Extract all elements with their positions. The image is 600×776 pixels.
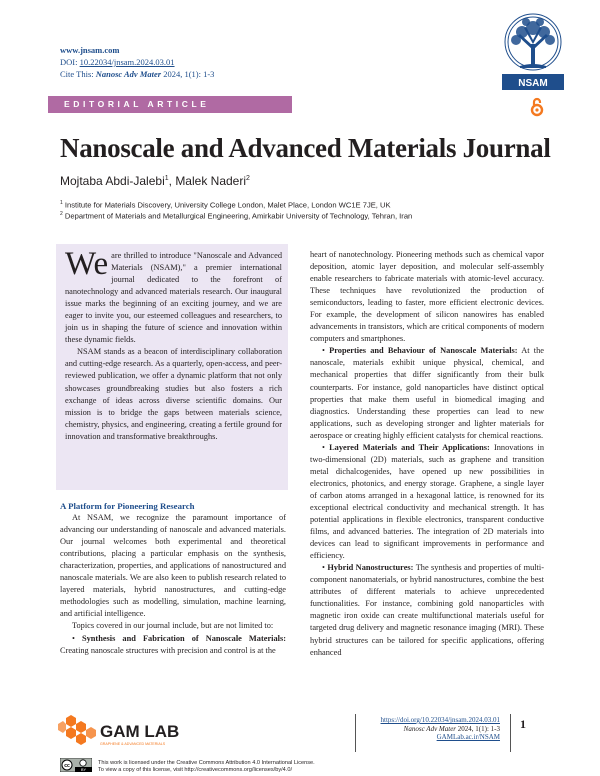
open-access-icon: [530, 97, 544, 117]
cc-label: cc: [64, 763, 70, 769]
footer-journal-rest: 2024, 1(1): 1-3: [456, 724, 500, 733]
bullet-heading: Layered Materials and Their Applications:: [329, 442, 490, 452]
journal-site-link[interactable]: www.jnsam.com: [60, 45, 120, 55]
author-name[interactable]: Malek Naderi: [175, 174, 247, 188]
bullet-item: • Layered Materials and Their Applications: Innovations in two-dimensional (2D) materials, such as graphene and transition metal dichalcogenides, have opened up new possibilities in electronics, photonics, and energy storage. Graphene, a single layer of carbon atoms arranged in a hexagonal lattice, is renowned for its exceptional electrical conductivity and mechanical strength. It has potential applications in flexible electronics, transparent conductive films, and advanced batteries. The integration of 2D materials into devices can lead to significant improvements in performance and efficiency.: [310, 442, 545, 561]
bullet-heading: Properties and Behaviour of Nanoscale Materials:: [329, 346, 518, 356]
cite-label: Cite This:: [60, 69, 94, 79]
article-title: Nanoscale and Advanced Materials Journal: [60, 133, 551, 163]
body-paragraph: Topics covered in our journal include, but are not limited to:: [72, 621, 274, 631]
bullet-text: The synthesis and properties of multi-component nanomaterials, or hybrid nanostructures, combine the best attributes of different materials to achieve unprecedented functionalities. For instance, combining gold nanoparticles with magnetic iron oxide can create multifunctional materials useful for targeted drug delivery and magnetic resonance imaging (MRI). These hybrid structures can be tailored for specific applications, offering enhanced: [310, 563, 544, 657]
bullet-item: • Synthesis and Fabrication of Nanoscale Materials: Creating nanoscale structures with precision and control is at the: [60, 633, 286, 655]
affiliation-text: Department of Materials and Metallurgical Engineering, Amirkabir University of Technology, Tehran, Iran: [62, 211, 413, 221]
license-line: This work is licensed under the Creative Commons Attribution 4.0 International License.: [98, 760, 315, 766]
nsam-tree-logo: [498, 6, 568, 96]
intro-paragraph: NSAM stands as a beacon of interdisciplinary collaboration and cutting-edge research. As a quarterly, open-access, and peer-reviewed publication, we offer a dynamic platform that not only showcases groundbreaking studies but also fosters a rich exchange of ideas across diverse scientific domains. Our mission is to bridge the gaps between materials science, chemistry, physics, and engineering, creating a fertile ground for innovation and transformative breakthroughs.: [65, 347, 282, 441]
doi-line: [60, 56, 214, 68]
doi-label: DOI:: [60, 57, 78, 67]
footer-citation: [360, 716, 500, 742]
author-affil-mark: 1: [164, 175, 169, 182]
affiliation-mark: 1: [60, 200, 63, 206]
cite-journal: Nanosc Adv Mater: [95, 69, 162, 79]
publisher-subtitle: GRAPHENE & ADVANCED MATERIALS: [100, 742, 166, 746]
license-text: [98, 760, 315, 774]
article-type-label: EDITORIAL ARTICLE: [64, 99, 210, 109]
intro-text: are thrilled to introduce "Nanoscale and Advanced Materials (NSAM)," a premier international journal dedicated to the forefront of nanotechnology and advanced materials research. Our inaugural issue marks the beginning of an exciting journey, and we are eager to invite you, our esteemed colleagues and researchers, to join us in shaping the future of science and innovation within these dynamic fields.: [65, 251, 282, 345]
section-heading: A Platform for Pioneering Research: [60, 501, 195, 511]
bullet-heading: Synthesis and Fabrication of Nanoscale Materials:: [81, 633, 286, 643]
footer-divider: [355, 714, 356, 752]
bullet-heading: Hybrid Nanostructures:: [327, 563, 414, 573]
cite-line: [60, 68, 214, 80]
publisher-name: GAM LAB: [100, 722, 180, 741]
footer-doi-link[interactable]: https://doi.org/10.22034/jnsam.2024.03.01: [380, 716, 500, 724]
right-column: [310, 249, 544, 659]
logo-text: NSAM: [518, 78, 548, 89]
bullet-text: Creating nanoscale structures with precision and control is at the: [60, 645, 276, 655]
author-affil-mark: 2: [246, 175, 250, 182]
intro-paragraph: [65, 246, 282, 346]
affiliation: [60, 200, 391, 210]
footer-journal: [360, 725, 500, 734]
by-label: BY: [80, 768, 87, 772]
cc-by-license-icon[interactable]: [60, 758, 92, 772]
author-name[interactable]: Mojtaba Abdi-Jalebi: [60, 174, 165, 188]
footer-journal-name: Nanosc Adv Mater: [403, 724, 457, 733]
author-separator: ,: [168, 174, 176, 188]
body-paragraph: At NSAM, we recognize the paramount importance of advancing our understanding of nanoscale and advanced materials. Our journal welcomes both experimental and theoretical contributions, placing a particular emphasis on the synthesis, characterization, properties, and applications of nanostructured and nanoscale materials. We are also keen to publish research related to layered materials, hybrid nanostructures, and cutting-edge methodologies such as modelling, simulation, machine learning, and artificial intelligence.: [60, 513, 286, 619]
gam-lab-logo: [58, 710, 208, 750]
cite-rest: 2024, 1(1): 1-3: [163, 69, 215, 79]
affiliation-text: Institute for Materials Discovery, University College London, Malet Place, London WC1E 7JE, UK: [62, 200, 391, 210]
bullet-text: At the nanoscale, materials exhibit unique physical, chemical, and mechanical properties that differ significantly from their bulk counterparts. For instance, gold nanoparticles have distinct optical properties that make them useful in biomedical imaging and diagnostics. Understanding these properties can lead to new applications, such as developing stronger and lighter materials for aerospace or creating highly efficient catalysts for chemical reactions.: [310, 346, 545, 440]
body-paragraph: heart of nanotechnology. Pioneering methods such as chemical vapor deposition, atomic layer deposition, and molecular self-assembly enable researchers to fabricate materials with atomic-level accuracy. These techniques have revolutionized the production of semiconductors, leading to faster, more efficient electronic devices. For example, the development of silicon nanowires has enabled advancements in transistors, which are critical components of modern computers and smartphones.: [310, 250, 544, 344]
page-number: 1: [520, 717, 526, 731]
article-type-banner: [48, 96, 292, 113]
affiliation-mark: 2: [60, 211, 63, 217]
left-column: [60, 500, 286, 657]
doi-link[interactable]: 10.22034/jnsam.2024.03.01: [79, 57, 175, 67]
affiliation: [60, 211, 412, 221]
bullet-text: Innovations in two-dimensional (2D) materials, such as graphene and transition metal dichalcogenides, have opened up new possibilities in electronics, photonics, and energy storage. Graphene, a single layer of carbon atoms arranged in a hexagonal lattice, is renowned for its exceptional electrical conductivity and mechanical strength. It has potential applications in flexible electronics, transparent conductive films, and advanced batteries. The integration of 2D materials into devices can lead to significant improvements in performance and efficiency.: [310, 442, 545, 561]
page-divider: [510, 714, 511, 752]
author-list: [60, 174, 250, 188]
footer-site-link[interactable]: GAMLab.ac.ir/NSAM: [436, 733, 500, 741]
drop-cap: We: [65, 246, 109, 282]
bullet-item: • Hybrid Nanostructures: The synthesis and properties of multi-component nanomaterials, or hybrid nanostructures, combine the best attributes of different materials to achieve unprecedented functionalities. For instance, combining gold nanoparticles with magnetic iron oxide can create multifunctional materials useful for targeted drug delivery and magnetic resonance imaging (MRI). These hybrid structures can be tailored for specific applications, offering enhanced: [310, 563, 544, 657]
bullet-item: • Properties and Behaviour of Nanoscale Materials: At the nanoscale, materials exhibit unique physical, chemical, and mechanical properties that differ significantly from their bulk counterparts. For instance, gold nanoparticles have distinct optical properties that make them useful in biomedical imaging and diagnostics. Understanding these properties can lead to new applications, such as developing stronger and lighter materials for aerospace or creating highly efficient catalysts for chemical reactions.: [310, 346, 545, 440]
license-line[interactable]: To view a copy of this license, visit http://creativecommons.org/licenses/by/4.0/: [98, 767, 292, 773]
journal-header: [60, 44, 214, 80]
introduction-box: [56, 244, 288, 490]
